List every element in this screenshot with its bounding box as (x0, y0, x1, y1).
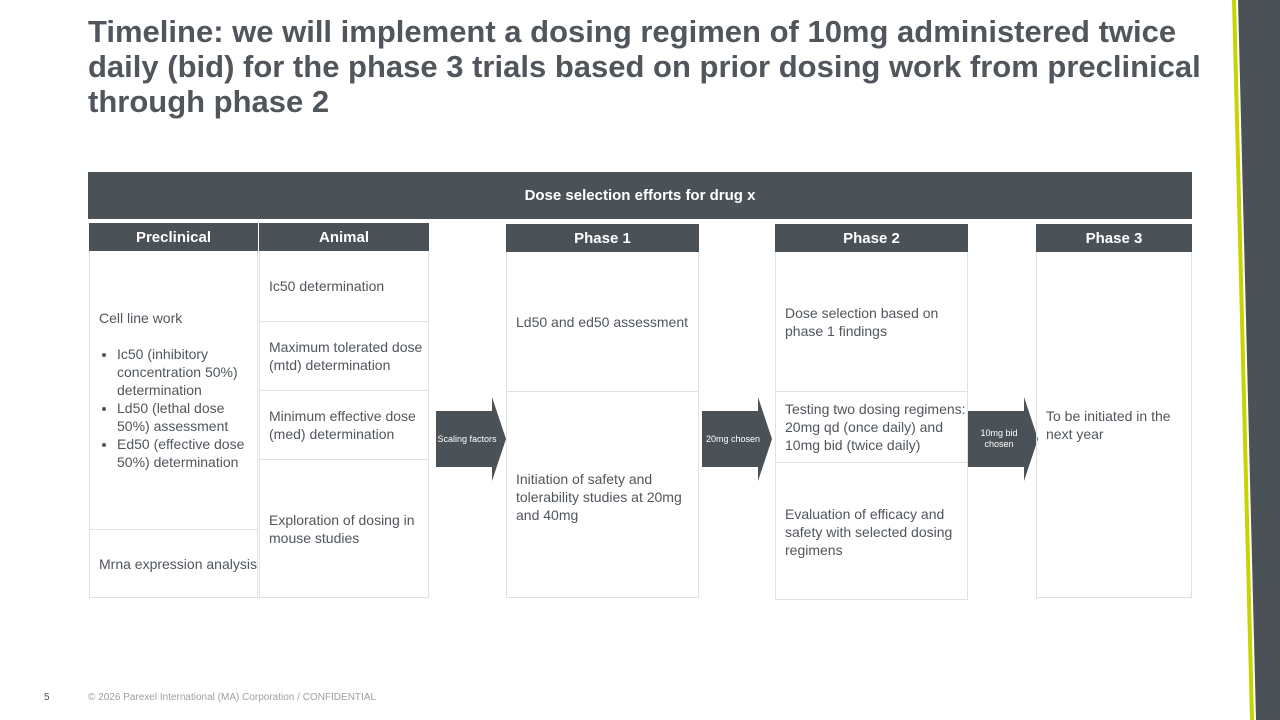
page-number: 5 (44, 692, 50, 703)
arrow-scaling-factors (436, 397, 506, 481)
phase2-cell-testing: Testing two dosing regimens: 20mg qd (once daily) and 10mg bid (twice daily) (776, 391, 967, 462)
column-phase-2 (775, 224, 968, 600)
column-header-phase-2: Phase 2 (775, 224, 968, 252)
animal-cell-mtd: Maximum tolerated dose (mtd) determination (260, 321, 428, 390)
preclinical-mrna-cell: Mrna expression analysis (90, 529, 257, 598)
phase2-cell-dose-selection: Dose selection based on phase 1 findings (785, 304, 939, 339)
animal-cell-med: Minimum effective dose (med) determination (260, 390, 428, 459)
phase1-cell-assessment: Ld50 and ed50 assessment (516, 313, 689, 330)
column-preclinical (89, 223, 258, 598)
arrow-label: 20mg chosen (705, 433, 761, 444)
preclinical-bullet-list (99, 345, 257, 471)
page-title: Timeline: we will implement a dosing regimen of 10mg administered twice daily (bid) for the phase 3 trials based on prior dosing work from preclinical through phase 2 (88, 14, 1201, 119)
decorative-side-band (1232, 0, 1280, 720)
column-header-preclinical: Preclinical (89, 223, 258, 251)
column-phase-1 (506, 224, 699, 598)
phase1-cell-safety: Initiation of safety and tolerability studies at 20mg and 40mg (507, 391, 698, 598)
column-header-animal: Animal (259, 223, 429, 251)
arrow-label: 10mg bid chosen (980, 428, 1018, 449)
cell-line-intro: Cell line work (99, 310, 183, 326)
column-animal (259, 223, 429, 598)
arrow-label: Scaling factors (437, 433, 497, 444)
arrow-10mg-bid-chosen (968, 397, 1038, 481)
list-item: • Ic50 (inhibitory concentration 50%) determination (117, 345, 257, 399)
table-banner: Dose selection efforts for drug x (88, 172, 1192, 219)
column-header-phase-3: Phase 3 (1036, 224, 1192, 252)
list-item: • Ld50 (lethal dose 50%) assessment (117, 399, 257, 435)
footer-copyright: © 2026 Parexel International (MA) Corporation / CONFIDENTIAL (88, 692, 377, 703)
animal-cell-ic50: Ic50 determination (269, 278, 385, 294)
phase3-cell-initiation: To be initiated in the next year (1046, 408, 1171, 442)
phase2-cell-evaluation: Evaluation of efficacy and safety with selected dosing regimens (776, 462, 967, 600)
animal-cell-mouse: Exploration of dosing in mouse studies (260, 459, 428, 598)
arrow-20mg-chosen (702, 397, 772, 481)
column-header-phase-1: Phase 1 (506, 224, 699, 252)
list-item: • Ed50 (effective dose 50%) determination (117, 435, 257, 471)
column-phase-3 (1036, 224, 1192, 598)
preclinical-cell-line-work (90, 251, 257, 529)
